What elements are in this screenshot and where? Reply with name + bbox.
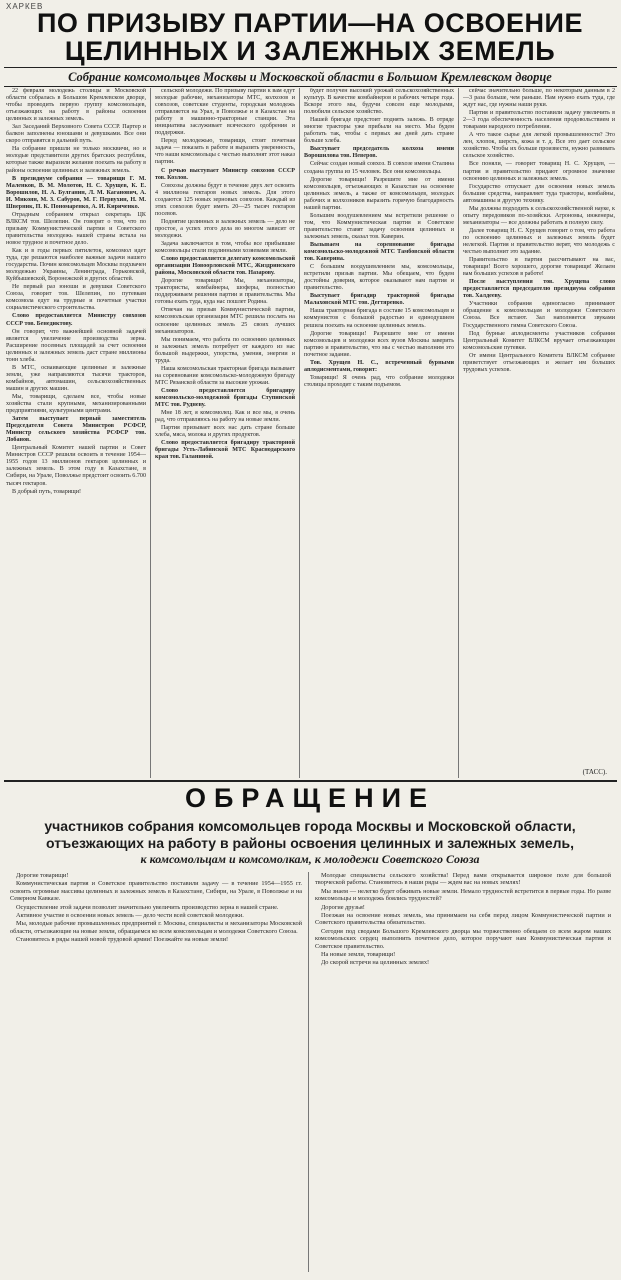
paragraph: Отвечая на призыв Коммунистической партии, комсомольская организация МТС решила послать на освоение целинных земель 25 своих лучших механизаторов. — [155, 307, 295, 335]
paragraph: Зал Заседаний Верховного Совета СССР. Партер и балкон заполнены юношами и девушками. Все они скоро отправятся в дальний путь. — [6, 124, 146, 145]
headline-line-1: ПО ПРИЗЫВУ ПАРТИИ—НА ОСВОЕНИЕ — [37, 8, 583, 38]
paragraph: Мне 18 лет, я комсомолец. Как и все мы, я очень рад, что отправляюсь на работу на новые земли. — [155, 410, 295, 424]
paragraph: Нашей бригаде предстоит поднять залежь. В отряде многие тракторы уже прибыли на место. Мы будем работать так, чтобы с первых же дней дать стране больше хлеба. — [304, 117, 454, 145]
paragraph: Дорогие товарищи! Разрешите мне от имени комсомольцев и молодежи всех вузов Москвы заверить партию и правительство, что мы с честью выполним это почетное задание. — [304, 330, 454, 358]
paragraph: Мы понимаем, что работа по освоению целинных и залежных земель потребует от каждого из нас большой выдержки, упорства, умения, энергии и труда. — [155, 336, 295, 364]
paragraph: Центральный Комитет нашей партии и Совет Министров СССР решили освоить в течение 1954—1955 годов 13 миллионов гектаров целинных и залежных земель. В этом году в Казахстане, в Сибири, на Урале, Поволжье предстоит освоить 6.700 тысяч гектаров. — [6, 445, 146, 487]
headline-line-2: ЦЕЛИННЫХ И ЗАЛЕЖНЫХ ЗЕМЕЛЬ — [64, 36, 556, 66]
paragraph: В президиуме собрания — товарищи Г. М. Маленков, В. М. Молотов, Н. С. Хрущев, К. Е. Ворошилов, Н. А. Булганин, Л. М. Каганович, А. И. Микоян, М. З. Сабуров, М. Г. Первухин, Н. М. Шверник, П. К. Пономаренко, А. И. Кириченко. — [6, 175, 146, 210]
section-divider — [4, 780, 617, 782]
paragraph: Мы должны подходить к сельскохозяйственной науке, к опыту передовиков по-хозяйски. Агрономы, инженеры, механизаторы — все должны работать в полную силу. — [463, 205, 615, 226]
paragraph: Не первый раз юноши и девушки Советского Союза, говорит тов. Шелепин, по путевкам комсомола едут на трудные и почетные участки социалистического строительства. — [6, 284, 146, 312]
paragraph: На новые земли, товарищи! — [321, 951, 396, 959]
paragraph: Вызываем на соревнование бригады комсомольско-молодежной МТС Тамбовской области тов. Каверина. — [304, 241, 454, 263]
paragraph: Затем выступает первый заместитель Председателя Совета Министров РСФСР, Министр сельского хозяйства РСФСР тов. Лобанов. — [6, 416, 146, 444]
paragraph: Слово предоставляется Министру совхозов СССР тов. Бенедиктову. — [6, 313, 146, 327]
paragraph: Осуществление этой задачи позволит значительно увеличить производство зерна в нашей стране. — [16, 903, 279, 911]
paragraph: Как и в годы первых пятилеток, комсомол идет туда, где решаются наиболее важные задачи нашего государства. Почин комсомольцев Москвы подхвачен молодежью Украины, Ленинграда, Горьковской, Куйбышевской, Воронежской и других областей. — [6, 248, 146, 283]
paragraph: Далее товарищ Н. С. Хрущев говорит о том, что работа по освоению целинных и залежных земель будет нелегкой. Партия и правительство верят, что молодежь с честью выполнит это задание. — [463, 227, 615, 256]
paragraph: Все поняли, — говорит товарищ Н. С. Хрущев, — партия и правительство придают огромное значение освоению целинных и залежных земель. — [463, 161, 615, 182]
paragraph: От имени Центрального Комитета ВЛКСМ собрание приветствует отъезжающих и желает им больших трудовых успехов. — [463, 352, 615, 373]
paragraph: В МТС, осваивающие целинные и залежные земли, уже направляются тысячи тракторов, комбайнов, автомашин, сельскохозяйственных машин и других машин. — [6, 364, 146, 392]
appeal-subtitle-3: к комсомольцам и комсомолкам, к молодежи Советского Союза — [140, 852, 480, 866]
paragraph: Государство отпускает для освоения новых земель большие средства, направляет туда тракторы, комбайны, автомашины и другую технику. — [463, 183, 615, 204]
paragraph: Участники собрания единогласно принимают обращение к комсомольцам и молодежи Советского Союза. Все встают. Зал наполняется звуками Государственного гимна Советского Союза. — [463, 301, 615, 329]
paragraph: Дорогие товарищи! Мы, механизаторы, трактористы, комбайнеры, шоферы, полностью поддерживаем решения партии и правительства. Мы готовы ехать туда, куда нас пошлет Родина. — [155, 278, 295, 306]
paragraph: 22 февраля молодежь столицы и Московской области собралась в Большом Кремлевском дворце, чтобы проводить первую группу комсомольцев, отъезжающих на работу в районы освоения целинных и залежных земель. — [6, 88, 146, 123]
paragraph: сейчас значительно больше, по некоторым данным в 2—3 раза больше, чем раньше. Нам нужно ехать туда, где ждут нас, где нужны наши руки. — [463, 88, 615, 109]
paragraph: Мы, молодые рабочие промышленных предприятий г. Москвы, специалисты и механизаторы Московской области, отъезжающие на новые земли, обращаемся ко всем комсомольцам и молодежи Советского Союза. — [10, 920, 302, 935]
paragraph: Слово предоставляется бригадиру комсомольско-молодежной бригады Ступинской МТС тов. Рудневу. — [155, 387, 295, 409]
column-divider — [308, 872, 309, 1272]
paragraph: В добрый путь, товарищи! — [12, 488, 81, 495]
appeal-subtitle-1: участников собрания комсомольцев города Москвы и Московской области, — [44, 818, 576, 834]
paragraph: Он говорит, что важнейшей основной задачей является увеличение производства зерна. Расширение посевных площадей за счет освоения целинных и залежных земель даст стране миллионы тонн хлеба. — [6, 328, 146, 363]
divider — [4, 86, 617, 87]
article-column-4 — [463, 88, 615, 778]
paragraph: Активное участие в освоении новых земель — дело чести всей советской молодежи. — [16, 912, 244, 920]
paragraph: Поднятие целинных и залежных земель — дело не простое, а успех этого дела во многом зависит от молодежи. — [155, 218, 295, 239]
paragraph: Дорогие товарищи! — [16, 872, 69, 879]
paragraph: Партия призывает всех нас дать стране больше хлеба, мяса, молока и других продуктов. — [155, 425, 295, 439]
paragraph: До скорой встречи на целинных землях! — [321, 959, 430, 967]
appeal-column-1 — [10, 872, 302, 1272]
paragraph: После выступления тов. Хрущева слово предоставляется председателю президиума собрания тов. Халдееву. — [463, 279, 615, 300]
paragraph: Задача заключается в том, чтобы все прибывшие комсомольцы стали подлинными хозяевами земли. — [155, 240, 295, 255]
column-divider — [150, 88, 151, 778]
paragraph: На собрание пришли не только москвичи, но и молодые представители других братских республик, которые также выразили желание поехать на работу в районы освоения целинных и залежных земель. — [6, 146, 146, 174]
paragraph: Слово предоставляется бригадиру тракторной бригады Усть-Лабинской МТС Краснодарского края тов. Галаниной. — [155, 440, 295, 461]
paragraph: Сейчас создан новый совхоз. В совхозе имени Сталина создана группа из 15 человек. Все они комсомольцы. — [304, 161, 454, 175]
article-subhead: Собрание комсомольцев Москвы и Московской области в Большом Кремлевском дворце — [68, 70, 552, 84]
paragraph: Совхозы должны будут в течение двух лет освоить 4 миллиона гектаров новых земель. Для этого создаются 125 новых зерновых совхозов. Каждый из этих совхозов будет иметь 20—25 тысяч гектаров посевов. — [155, 182, 295, 217]
appeal-subtitle-2: отъезжающих на работу в районы освоения целинных и залежных земель, — [45, 835, 574, 851]
column-divider — [458, 88, 459, 778]
appeal-title: ОБРАЩЕНИЕ — [185, 783, 435, 813]
divider — [4, 67, 617, 68]
article-column-3 — [304, 88, 454, 778]
paragraph: Перед молодежью, товарищи, стоит почетная задача — показать в работе и выразить уверенность, что наши комсомольцы с честью выполнят этот наказ партии. — [155, 138, 295, 166]
appeal-column-2 — [315, 872, 611, 1272]
paragraph: сельской молодежи. По призыву партии к вам едут молодые рабочие, механизаторы МТС, колхозов и совхозов, советские студенты, городская молодежь отправляется на Урал, в Поволжье и в Казахстан на работу в машинно-тракторные станции. Эта инициатива заслуживает всяческого одобрения и поддержки. — [155, 88, 295, 137]
archive-stamp: ХАРКЕВ — [6, 2, 44, 11]
paragraph: А что такое сырье для легкой промышленности? Это лен, хлопок, шерсть, кожа и т. д. Все это дает сельское хозяйство. Чтобы их больше произвести, нужно развивать сельское хозяйство. — [463, 132, 615, 160]
paragraph: Становитесь в ряды нашей новой трудовой армии! Поезжайте на новые земли! — [16, 936, 229, 944]
article-column-2 — [155, 88, 295, 778]
paragraph: Сегодня под сводами Большого Кремлевского дворца мы торжественно обещаем со всем жаром наших комсомольских сердец выполнить почетное дело, которое поручают нам Коммунистическая партия и Советское правительство. — [315, 927, 611, 950]
paragraph: Правительство и партия рассчитывают на вас, товарищи! Всего хорошего, дорогие товарищи! Желаем вам больших успехов в работе! — [463, 257, 615, 278]
paragraph: Поезжая на освоение новых земель, мы принимаем на себя перед лицом Коммунистической партии и Советского правительства обязательство. — [315, 912, 611, 927]
paragraph: Выступает бригадир тракторной бригады Малаховской МТС тов. Дегтяренко. — [304, 293, 454, 307]
tass-credit: (ТАСС). — [582, 768, 607, 776]
paragraph: Дорогие товарищи! Разрешите мне от имени комсомольцев, отъезжающих в Казахстан на освоение целинных земель, а также от комсомольцев, молодых рабочих и колхозников выразить горячую благодарность нашей партии. — [304, 176, 454, 211]
paragraph: Мы, товарищи, сделаем все, чтобы новые хозяйства стали крупными, механизированными предприятиями, культурными центрами. — [6, 393, 146, 415]
paragraph: Дорогие друзья! — [321, 903, 365, 911]
paragraph: Партия и правительство поставили задачу увеличить в 2—3 года обеспеченность населения продовольствием и товарами народного потребления. — [463, 110, 615, 131]
paragraph: Тов. Хрущев Н. С., встреченный бурными аплодисментами, говорит: — [304, 359, 454, 373]
column-divider — [299, 88, 300, 778]
paragraph: Молодые специалисты сельского хозяйства! Перед вами открывается широкое поле для большой творческой работы. Становитесь в наши ряды — ждем вас на новых землях! — [315, 872, 611, 887]
paragraph: С речью выступает Министр совхозов СССР тов. Козлов. — [155, 167, 295, 181]
paragraph: Наша тракторная бригада в составе 15 комсомольцев и коммунистов с большой радостью и единодушием решила поехать на освоение целинных земель. — [304, 308, 454, 329]
paragraph: Товарищи! Я очень рад, что собрание молодежи столицы проходит с таким подъемом. — [304, 374, 454, 388]
paragraph: Коммунистическая партия и Советское правительство поставили задачу — в течение 1954—1955 гг. освоить огромные массивы целинных и залежных земель в Казахстане, Сибири, на Урале, в Поволжье и на Северном Кавказе. — [10, 880, 302, 903]
paragraph: Под бурные аплодисменты участников собрания Центральный Комитет ВЛКСМ вручает отъезжающим комсомольские путевки. — [463, 330, 615, 351]
paragraph: Выступает председатель колхоза имени Ворошилова тов. Неверов. — [304, 146, 454, 160]
paragraph: С большим воодушевлением мы, комсомольцы, встретили призыв партии. Мы обещаем, что будем достойны доверия, которое оказывают нам партия и правительство. — [304, 264, 454, 292]
paragraph: Мы знаем — нелегко будет обживать новые земли. Немало трудностей встретится в первые годы. Но разве комсомольцы и молодежь боялись трудностей? — [315, 887, 611, 903]
paragraph: Большим воодушевлением мы встретили решение о том, что Коммунистическая партия и Советское правительство ставят задачу освоения целинных и залежных земель, сказал тов. Каверин. — [304, 212, 454, 240]
paragraph: Наша комсомольская тракторная бригада вызывает на соревнование комсомольско-молодежную бригаду МТС Рязанской области за высокие урожаи. — [155, 365, 295, 386]
paragraph: Отрадным собранием открыл секретарь ЦК ВЛКСМ тов. Шелепин. Он говорит о том, что по призыву Коммунистической партии и Советского правительства молодежь нашей страны встала на новое трудное и почетное дело. — [6, 211, 146, 246]
paragraph: будет получен высокий урожай сельскохозяйственных культур. В качестве комбайнеров и рабочих четыре года. Вскоре этого мы, будучи совсем еще молодыми, полюбили сельское хозяйство. — [304, 88, 454, 116]
article-column-1 — [6, 88, 146, 778]
paragraph: Слово предоставляется делегату комсомольской организации Новоорловской МТС, Жиздринского района, Московской области тов. Назарову. — [155, 256, 295, 277]
